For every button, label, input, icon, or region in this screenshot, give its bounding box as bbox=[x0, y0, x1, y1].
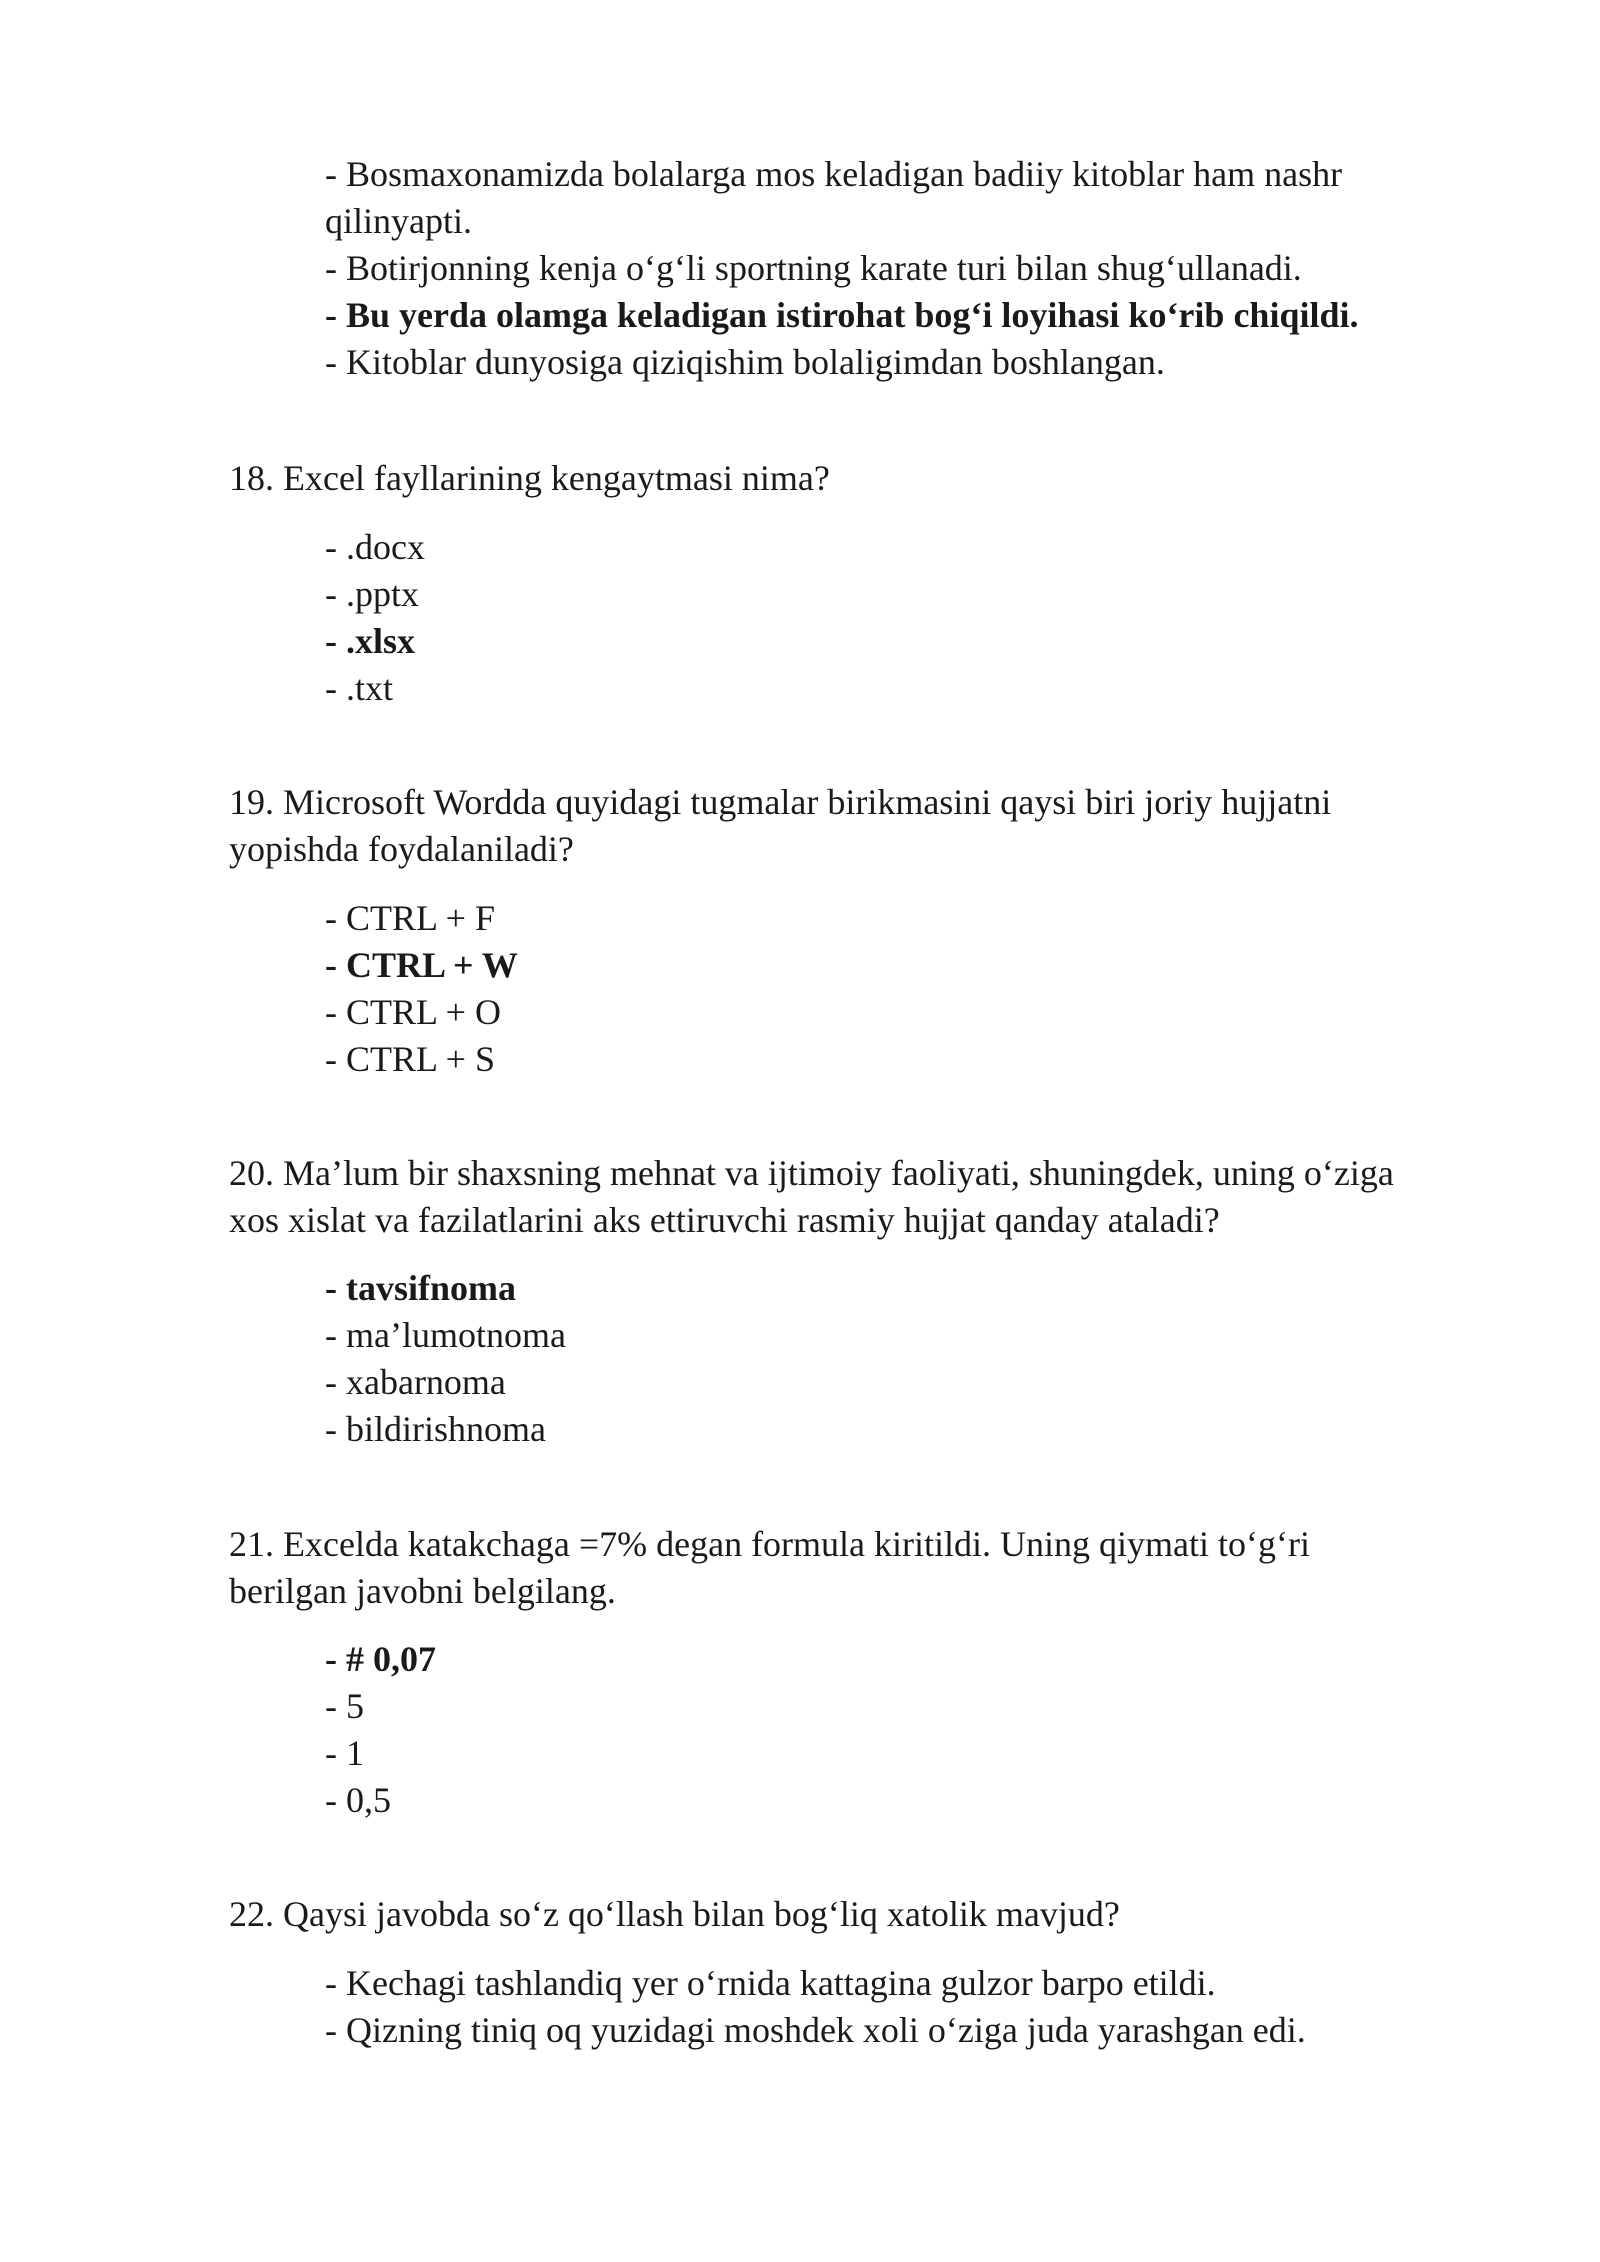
q18-options bbox=[325, 524, 1525, 712]
q19-question bbox=[229, 779, 1479, 873]
q17-option-c-correct: - Bu yerda olamga keladigan istirohat bog‘i loyihasi ko‘rib chiqildi. bbox=[325, 295, 1359, 335]
q17-option-b: - Botirjonning kenja o‘g‘li sportning karate turi bilan shug‘ullanadi. bbox=[325, 248, 1302, 288]
q21-option-c: - 1 bbox=[325, 1733, 364, 1773]
q17-options bbox=[325, 151, 1525, 386]
q18-question: 18. Excel fayllarining kengaytmasi nima? bbox=[229, 458, 830, 498]
q22-question: 22. Qaysi javobda so‘z qo‘llash bilan bog‘liq xatolik mavjud? bbox=[229, 1894, 1120, 1934]
q20-option-b: - ma’lumotnoma bbox=[325, 1315, 566, 1355]
q21-options bbox=[325, 1636, 1525, 1824]
q19-question-line2: yopishda foydalaniladi? bbox=[229, 829, 574, 869]
q20-question-line2: xos xislat va fazilatlarini aks ettiruvchi rasmiy hujjat qanday ataladi? bbox=[229, 1200, 1220, 1240]
q19-option-c: - CTRL + O bbox=[325, 992, 501, 1032]
q19-option-d: - CTRL + S bbox=[325, 1039, 495, 1079]
q19-question-line1: 19. Microsoft Wordda quyidagi tugmalar birikmasini qaysi biri joriy hujjatni bbox=[229, 782, 1332, 822]
q20-option-c: - xabarnoma bbox=[325, 1362, 506, 1402]
q20-option-a-correct: - tavsifnoma bbox=[325, 1268, 516, 1308]
q20-question-line1: 20. Ma’lum bir shaxsning mehnat va ijtimoiy faoliyati, shuningdek, uning o‘ziga bbox=[229, 1153, 1394, 1193]
q22-option-a: - Kechagi tashlandiq yer o‘rnida kattagina gulzor barpo etildi. bbox=[325, 1963, 1216, 2003]
q18-option-b: - .pptx bbox=[325, 574, 419, 614]
q19-option-b-correct: - CTRL + W bbox=[325, 945, 518, 985]
q19-options bbox=[325, 895, 1525, 1083]
q20-option-d: - bildirishnoma bbox=[325, 1409, 546, 1449]
q22-options bbox=[325, 1960, 1525, 2054]
q21-option-d: - 0,5 bbox=[325, 1780, 391, 1820]
q17-option-d: - Kitoblar dunyosiga qiziqishim bolaligimdan boshlangan. bbox=[325, 342, 1165, 382]
q20-question bbox=[229, 1150, 1479, 1244]
q22-option-b: - Qizning tiniq oq yuzidagi moshdek xoli o‘ziga juda yarashgan edi. bbox=[325, 2010, 1306, 2050]
q21-question-line2: berilgan javobni belgilang. bbox=[229, 1571, 616, 1611]
q17-option-a-line1: - Bosmaxonamizda bolalarga mos keladigan badiiy kitoblar ham nashr bbox=[325, 154, 1343, 194]
q21-option-b: - 5 bbox=[325, 1686, 364, 1726]
q17-option-a-line2: qilinyapti. bbox=[325, 201, 472, 241]
q19-option-a: - CTRL + F bbox=[325, 898, 495, 938]
q18-option-a: - .docx bbox=[325, 527, 425, 567]
q21-option-a-correct: - # 0,07 bbox=[325, 1639, 436, 1679]
q21-question bbox=[229, 1521, 1479, 1615]
q21-question-line1: 21. Excelda katakchaga =7% degan formula kiritildi. Uning qiymati to‘g‘ri bbox=[229, 1524, 1310, 1564]
q18-option-c-correct: - .xlsx bbox=[325, 621, 415, 661]
q18-option-d: - .txt bbox=[325, 668, 393, 708]
q20-options bbox=[325, 1265, 1525, 1453]
